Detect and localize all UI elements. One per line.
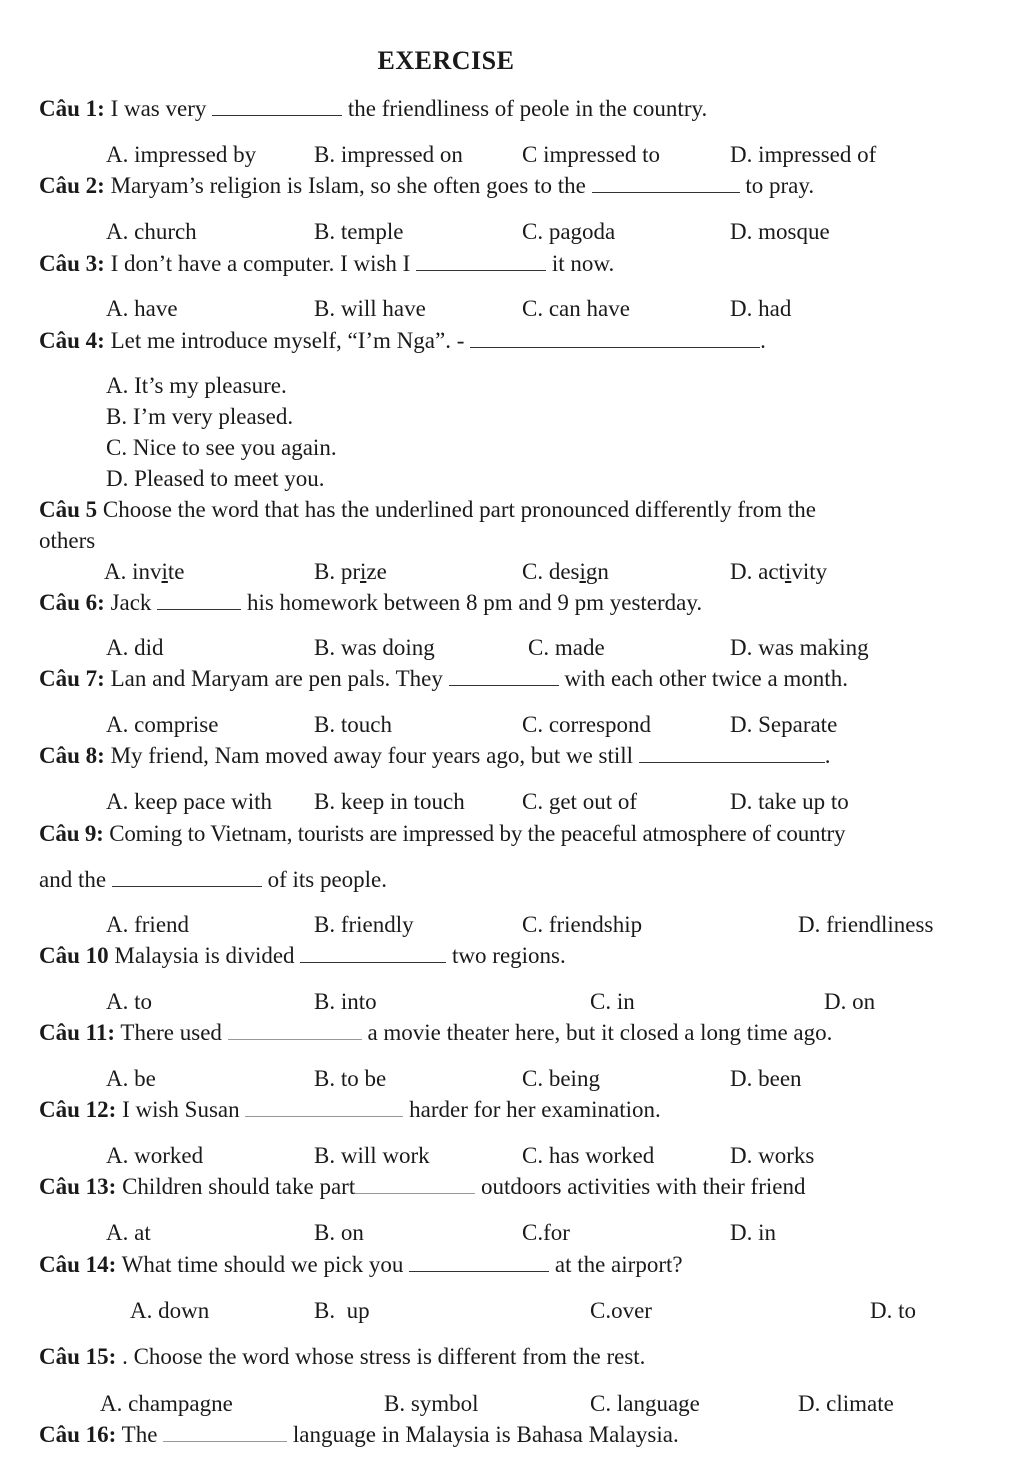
question-number: Câu 13: (39, 1174, 117, 1199)
question-text-continued: others (39, 528, 96, 553)
option-b[interactable]: B. keep in touch (314, 789, 465, 814)
question-text: of its people. (267, 867, 388, 892)
option-c[interactable]: C. friendship (522, 912, 643, 937)
question-8 (39, 742, 831, 770)
question-text: outdoors activities with their friend (480, 1174, 806, 1199)
question-text: to pray. (745, 173, 815, 198)
question-text: with each other twice a month. (564, 666, 848, 691)
option-d[interactable]: D. take up to (730, 789, 849, 814)
question-text: Let me introduce myself, “I’m Nga”. - (110, 328, 465, 353)
option-b[interactable]: B. up (314, 1298, 370, 1323)
question-text: his homework between 8 pm and 9 pm yesterday. (246, 590, 703, 615)
question-number: Câu 1: (39, 96, 105, 121)
option-c[interactable]: C. get out of (522, 789, 637, 814)
page-title: EXERCISE (377, 46, 515, 75)
question-text: The (121, 1422, 158, 1447)
question-text: I was very (110, 96, 207, 121)
option-text: gn (585, 559, 609, 584)
option-text: A. inv (104, 559, 162, 584)
option-b[interactable]: B. will work (314, 1143, 430, 1168)
option-a[interactable] (104, 558, 185, 586)
question-13 (39, 1173, 805, 1201)
answer-blank[interactable] (300, 944, 446, 963)
question-text: Choose the word that has the underlined part pronounced differently from the (102, 497, 816, 522)
question-text: Maryam’s religion is Islam, so she often goes to the (110, 173, 586, 198)
option-d[interactable]: D. climate (798, 1391, 894, 1416)
question-text: Jack (110, 590, 152, 615)
option-c[interactable]: C.over (590, 1298, 652, 1323)
question-number: Câu 2: (39, 173, 105, 198)
answer-blank[interactable] (449, 667, 559, 686)
option-b[interactable]: B. on (314, 1220, 364, 1245)
question-text: Malaysia is divided (114, 943, 295, 968)
option-a[interactable]: A. did (106, 635, 164, 660)
question-text: and the (39, 867, 107, 892)
question-number: Câu 9: (39, 821, 104, 846)
answer-blank[interactable] (245, 1098, 403, 1117)
question-number: Câu 11: (39, 1020, 116, 1045)
question-number: Câu 15: (39, 1344, 117, 1369)
question-number: Câu 6: (39, 590, 105, 615)
question-text: it now. (551, 251, 615, 276)
option-b[interactable] (314, 558, 387, 586)
answer-blank[interactable] (228, 1021, 362, 1040)
question-number: Câu 10 (39, 943, 109, 968)
option-d[interactable]: D. was making (730, 635, 869, 660)
option-d[interactable]: D. to (870, 1298, 916, 1323)
option-d[interactable]: D. mosque (730, 219, 830, 244)
option-d[interactable]: D. Pleased to meet you. (106, 466, 325, 491)
question-5 (39, 496, 816, 524)
question-text: at the airport? (554, 1252, 683, 1277)
option-b[interactable]: B. was doing (314, 635, 435, 660)
underlined-letter: i (579, 559, 586, 584)
option-a[interactable]: A. be (106, 1066, 156, 1091)
question-10 (39, 942, 566, 970)
question-text: Children should take part (122, 1174, 356, 1199)
question-number: Câu 4: (39, 328, 105, 353)
option-text: B. pr (314, 559, 360, 584)
question-text: two regions. (452, 943, 566, 968)
option-d[interactable] (730, 558, 827, 586)
option-a[interactable]: A. to (106, 989, 152, 1014)
option-d[interactable]: D. friendliness (798, 912, 934, 937)
underlined-letter: i (161, 559, 168, 584)
option-b[interactable]: B. into (314, 989, 377, 1014)
option-c[interactable]: C. Nice to see you again. (106, 435, 337, 460)
answer-blank[interactable] (639, 744, 825, 763)
question-4 (39, 327, 766, 355)
question-9 (39, 820, 845, 848)
option-text: D. act (730, 559, 785, 584)
question-number: Câu 7: (39, 666, 105, 691)
question-number: Câu 12: (39, 1097, 117, 1122)
question-number: Câu 16: (39, 1422, 117, 1447)
option-b[interactable]: B. symbol (384, 1391, 479, 1416)
question-3 (39, 250, 614, 278)
option-b[interactable]: B. touch (314, 712, 392, 737)
option-c[interactable]: C impressed to (522, 142, 660, 167)
question-text: harder for her examination. (409, 1097, 661, 1122)
question-14 (39, 1251, 683, 1279)
question-text: language in Malaysia is Bahasa Malaysia. (292, 1422, 679, 1447)
question-2 (39, 172, 814, 200)
question-11 (39, 1019, 832, 1047)
question-text: Coming to Vietnam, tourists are impressed by the peaceful atmosphere of country (109, 821, 846, 846)
option-c[interactable]: C. can have (522, 296, 630, 321)
answer-blank[interactable] (157, 591, 241, 610)
question-7 (39, 665, 848, 693)
answer-blank[interactable] (416, 252, 546, 271)
option-d[interactable]: D. had (730, 296, 792, 321)
option-b[interactable]: B. I’m very pleased. (106, 404, 294, 429)
option-c[interactable]: C. being (522, 1066, 600, 1091)
option-c[interactable]: C.for (522, 1220, 570, 1245)
answer-blank[interactable] (470, 329, 760, 348)
question-number: Câu 8: (39, 743, 105, 768)
question-text: There used (120, 1020, 222, 1045)
option-a[interactable]: A. worked (106, 1143, 204, 1168)
answer-blank[interactable] (355, 1175, 475, 1194)
underlined-letter: i (360, 559, 367, 584)
option-d[interactable]: D. Separate (730, 712, 838, 737)
question-text: the friendliness of peole in the country. (347, 96, 708, 121)
question-text: a movie theater here, but it closed a long time ago. (367, 1020, 833, 1045)
option-a[interactable]: A. at (106, 1220, 151, 1245)
option-a[interactable]: A. have (106, 296, 178, 321)
option-b[interactable]: B. will have (314, 296, 426, 321)
answer-blank[interactable] (212, 97, 342, 116)
question-text: What time should we pick you (121, 1252, 404, 1277)
question-15 (39, 1343, 645, 1371)
option-a[interactable]: A. champagne (100, 1391, 233, 1416)
option-a[interactable]: A. friend (106, 912, 190, 937)
option-text: ze (366, 559, 387, 584)
option-b[interactable]: B. impressed on (314, 142, 463, 167)
question-text: Lan and Maryam are pen pals. They (110, 666, 443, 691)
answer-blank[interactable] (409, 1253, 549, 1272)
option-b[interactable]: B. temple (314, 219, 404, 244)
option-a[interactable]: A. keep pace with (106, 789, 273, 814)
answer-blank[interactable] (592, 174, 740, 193)
question-number: Câu 14: (39, 1252, 117, 1277)
option-c[interactable]: C. made (528, 635, 605, 660)
question-text: My friend, Nam moved away four years ago, but we still (110, 743, 634, 768)
question-number: Câu 3: (39, 251, 105, 276)
question-1 (39, 95, 707, 123)
option-c[interactable]: C. language (590, 1391, 700, 1416)
option-a[interactable]: A. It’s my pleasure. (106, 373, 287, 398)
option-text: vity (791, 559, 828, 584)
answer-blank[interactable] (163, 1423, 287, 1442)
question-text: I wish Susan (122, 1097, 240, 1122)
option-c[interactable]: C. pagoda (522, 219, 616, 244)
option-c[interactable]: C. in (590, 989, 635, 1014)
question-text-continued (39, 866, 387, 894)
option-d[interactable]: D. on (824, 989, 876, 1014)
option-d[interactable]: D. works (730, 1143, 815, 1168)
question-text: . (760, 328, 766, 353)
option-d[interactable]: D. in (730, 1220, 776, 1245)
option-c[interactable]: C. correspond (522, 712, 652, 737)
option-a[interactable]: A. church (106, 219, 197, 244)
question-text: . (824, 743, 831, 768)
question-16 (39, 1421, 679, 1449)
option-text: te (167, 559, 185, 584)
option-b[interactable]: B. friendly (314, 912, 414, 937)
question-12 (39, 1096, 661, 1124)
option-c[interactable]: C. has worked (522, 1143, 655, 1168)
option-a[interactable]: A. down (130, 1298, 210, 1323)
answer-blank[interactable] (112, 868, 262, 887)
option-b[interactable]: B. to be (314, 1066, 387, 1091)
question-text: I don’t have a computer. I wish I (110, 251, 411, 276)
option-c[interactable] (522, 558, 609, 586)
option-a[interactable]: A. comprise (106, 712, 219, 737)
question-6 (39, 589, 702, 617)
option-d[interactable]: D. been (730, 1066, 802, 1091)
option-a[interactable]: A. impressed by (106, 142, 257, 167)
underlined-letter: i (784, 559, 792, 584)
question-number: Câu 5 (39, 497, 98, 522)
option-d[interactable]: D. impressed of (730, 142, 877, 167)
option-text: C. des (522, 559, 580, 584)
question-text: . Choose the word whose stress is different from the rest. (122, 1344, 646, 1369)
